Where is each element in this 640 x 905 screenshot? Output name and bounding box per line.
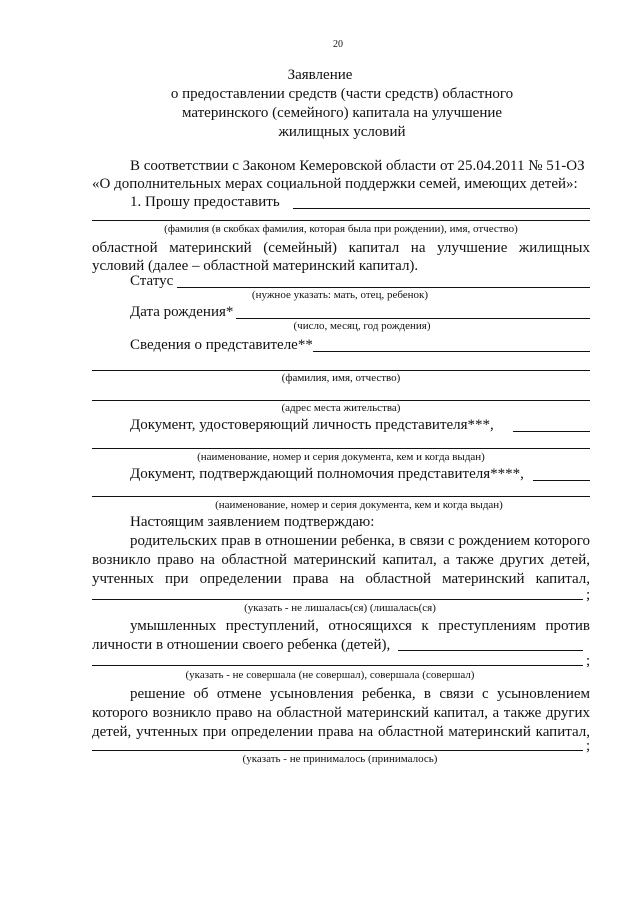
document-subtitle-line: материнского (семейного) капитала на улучшение [181,105,503,121]
intro-line: «О дополнительных мерах социальной поддержки семей, имеющих детей»: [92,176,578,192]
representative-name-field[interactable] [92,370,590,371]
authority-document-field[interactable] [533,480,590,481]
line-terminator: ; [586,738,591,754]
confirm-paragraph-line: детей, учтенных при определении права на областной материнский капитал, [92,724,590,740]
field-hint: (фамилия, имя, отчество) [281,372,401,384]
field-hint: (наименование, номер и серия документа, кем и когда выдан) [197,451,485,463]
authority-document-field-continued[interactable] [92,496,590,497]
intro-line: В соответствии с Законом Кемеровской области от 25.04.2011 № 51-ОЗ [130,158,585,174]
field-hint: (указать - не совершала (не совершал), совершала (совершал) [185,669,475,681]
field-hint: (наименование, номер и серия документа, кем и когда выдан) [215,499,503,511]
identity-document-field[interactable] [513,431,590,432]
confirm-paragraph-line: личности в отношении своего ребенка (детей), [92,637,391,653]
field-hint: (число, месяц, год рождения) [293,320,431,332]
line-terminator: ; [586,653,591,669]
identity-document-field-continued[interactable] [92,448,590,449]
representative-address-field[interactable] [92,400,590,401]
authority-document-label: Документ, подтверждающий полномочия представителя****, [130,466,524,482]
capital-line: условий (далее – областной материнский капитал). [92,258,419,274]
confirm-heading: Настоящим заявлением подтверждаю: [130,514,375,530]
field-hint: (указать - не лишалась(ся) (лишалась(ся) [244,602,436,614]
confirm-paragraph-line: умышленных преступлений, относящихся к преступлениям против [130,618,590,634]
applicant-name-field[interactable] [293,208,590,209]
field-hint: (нужное указать: мать, отец, ребенок) [251,289,429,301]
representative-field[interactable] [313,351,590,352]
parental-rights-field[interactable] [92,599,583,600]
field-hint: (фамилия (в скобках фамилия, которая была при рождении), имя, отчество) [164,223,518,235]
crimes-field-continued[interactable] [92,665,583,666]
identity-document-label: Документ, удостоверяющий личность представителя***, [130,417,494,433]
adoption-field[interactable] [92,750,583,751]
confirm-paragraph-line: которого возникло право на областной материнский капитал, а также других [92,705,590,721]
status-label: Статус [130,273,174,289]
field-hint: (адрес места жительства) [281,402,401,414]
line-terminator: ; [586,587,591,603]
birth-date-field[interactable] [236,318,590,319]
confirm-paragraph-line: решение об отмене усыновления ребенка, в связи с усыновлением [130,686,590,702]
field-hint: (указать - не принималось (принималось) [242,753,438,765]
birth-date-label: Дата рождения* [130,304,234,320]
document-title: Заявление [287,67,353,83]
crimes-field[interactable] [398,650,583,651]
page-number: 20 [333,39,343,50]
confirm-paragraph-line: родительских прав в отношении ребенка, в связи с рождением которого [130,533,590,549]
document-subtitle-line: жилищных условий [278,124,406,140]
status-field[interactable] [177,287,590,288]
document-subtitle-line: о предоставлении средств (части средств) областного [170,86,514,102]
applicant-name-field-continued[interactable] [92,220,590,221]
representative-label: Сведения о представителе** [130,337,313,353]
capital-line: областной материнский (семейный) капитал на улучшение жилищных [92,240,590,256]
confirm-paragraph-line: учтенных при определении права на областной материнский капитал, [92,571,590,587]
request-label: 1. Прошу предоставить [130,194,280,210]
confirm-paragraph-line: возникло право на областной материнский капитал, а также других детей, [92,552,590,568]
